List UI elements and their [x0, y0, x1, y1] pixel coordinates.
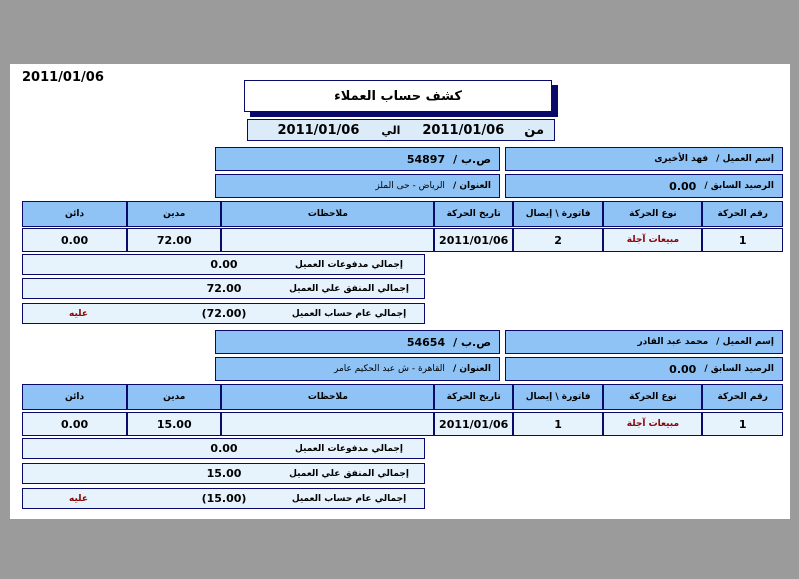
grand-total-value: (15.00): [201, 492, 247, 505]
table-row: [22, 228, 783, 250]
from-label: من: [524, 122, 544, 138]
customer-name-box: [505, 330, 783, 354]
col-txn-no: رقم الحركة: [702, 384, 783, 410]
total-paid-value: 0.00: [210, 442, 238, 455]
col-debit: مدين: [127, 384, 221, 410]
total-spent-row: [22, 278, 425, 299]
address-box: [215, 174, 500, 198]
po-box-label: ص.ب /: [453, 152, 491, 166]
prev-balance-box: [505, 174, 783, 198]
po-box-value: 54897: [406, 152, 446, 166]
cell-date: 2011/01/06: [434, 228, 513, 252]
to-date: 2011/01/06: [277, 122, 360, 138]
grand-total-row: [22, 488, 425, 509]
report-title: كشف حساب العملاء: [244, 80, 552, 112]
col-date: تاريخ الحركة: [434, 384, 513, 410]
customer-name: محمد عبد القادر: [637, 337, 709, 347]
table-header: [22, 384, 783, 408]
col-debit: مدين: [127, 201, 221, 227]
total-spent-value: 72.00: [206, 282, 242, 295]
cell-txn-type: مبيعات آجلة: [603, 228, 702, 252]
to-label: الي: [381, 123, 401, 137]
col-credit: دائن: [22, 201, 127, 227]
address-value: الرياض - حى الملز: [375, 181, 445, 191]
cell-txn-no: 1: [702, 412, 783, 436]
cell-debit: 72.00: [127, 228, 221, 252]
total-spent-value: 15.00: [206, 467, 242, 480]
address-box: [215, 357, 500, 381]
col-date: تاريخ الحركة: [434, 201, 513, 227]
prev-balance-label: الرصيد السابق /: [704, 181, 774, 191]
grand-total-value: (72.00): [201, 307, 247, 320]
col-txn-type: نوع الحركة: [603, 201, 702, 227]
col-invoice: فاتورة \ إيصال: [513, 201, 603, 227]
address-label: العنوان /: [452, 181, 491, 191]
cell-invoice: 2: [513, 228, 603, 252]
cell-notes: [221, 228, 434, 252]
total-spent-label: إجمالي المنفق علي العميل: [289, 283, 409, 294]
cell-date: 2011/01/06: [434, 412, 513, 436]
cell-debit: 15.00: [127, 412, 221, 436]
address-label: العنوان /: [452, 364, 491, 374]
print-date: 2011/01/06: [22, 70, 104, 85]
cell-credit: 0.00: [22, 412, 127, 436]
grand-total-status: عليه: [69, 308, 88, 319]
prev-balance-label: الرصيد السابق /: [704, 364, 774, 374]
customer-name-box: [505, 147, 783, 171]
po-box-box: [215, 330, 500, 354]
prev-balance-box: [505, 357, 783, 381]
po-box-label: ص.ب /: [453, 335, 491, 349]
col-txn-type: نوع الحركة: [603, 384, 702, 410]
customer-name-label: إسم العميل /: [716, 154, 774, 164]
total-paid-label: إجمالي مدفوعات العميل: [295, 259, 403, 270]
from-date: 2011/01/06: [422, 122, 505, 138]
col-credit: دائن: [22, 384, 127, 410]
total-paid-row: [22, 438, 425, 459]
col-notes: ملاحظات: [221, 201, 434, 227]
table-row: [22, 412, 783, 434]
col-txn-no: رقم الحركة: [702, 201, 783, 227]
grand-total-row: [22, 303, 425, 324]
date-range: [247, 119, 555, 141]
grand-total-status: عليه: [69, 493, 88, 504]
total-paid-value: 0.00: [210, 258, 238, 271]
cell-invoice: 1: [513, 412, 603, 436]
cell-notes: [221, 412, 434, 436]
col-notes: ملاحظات: [221, 384, 434, 410]
po-box-value: 54654: [406, 335, 446, 349]
prev-balance-value: 0.00: [669, 362, 697, 376]
total-spent-label: إجمالي المنفق علي العميل: [289, 468, 409, 479]
address-value: القاهرة - ش عبد الحكيم عامر: [333, 364, 445, 374]
report-page: [10, 64, 790, 519]
cell-txn-type: مبيعات آجلة: [603, 412, 702, 436]
cell-txn-no: 1: [702, 228, 783, 252]
prev-balance-value: 0.00: [669, 179, 697, 193]
total-paid-row: [22, 254, 425, 275]
grand-total-label: إجمالي عام حساب العميل: [291, 493, 407, 504]
table-header: [22, 201, 783, 225]
col-invoice: فاتورة \ إيصال: [513, 384, 603, 410]
customer-name-label: إسم العميل /: [716, 337, 774, 347]
total-paid-label: إجمالي مدفوعات العميل: [295, 443, 403, 454]
grand-total-label: إجمالي عام حساب العميل: [291, 308, 407, 319]
cell-credit: 0.00: [22, 228, 127, 252]
customer-name: فهد الأخيرى: [654, 154, 709, 164]
total-spent-row: [22, 463, 425, 484]
po-box-box: [215, 147, 500, 171]
